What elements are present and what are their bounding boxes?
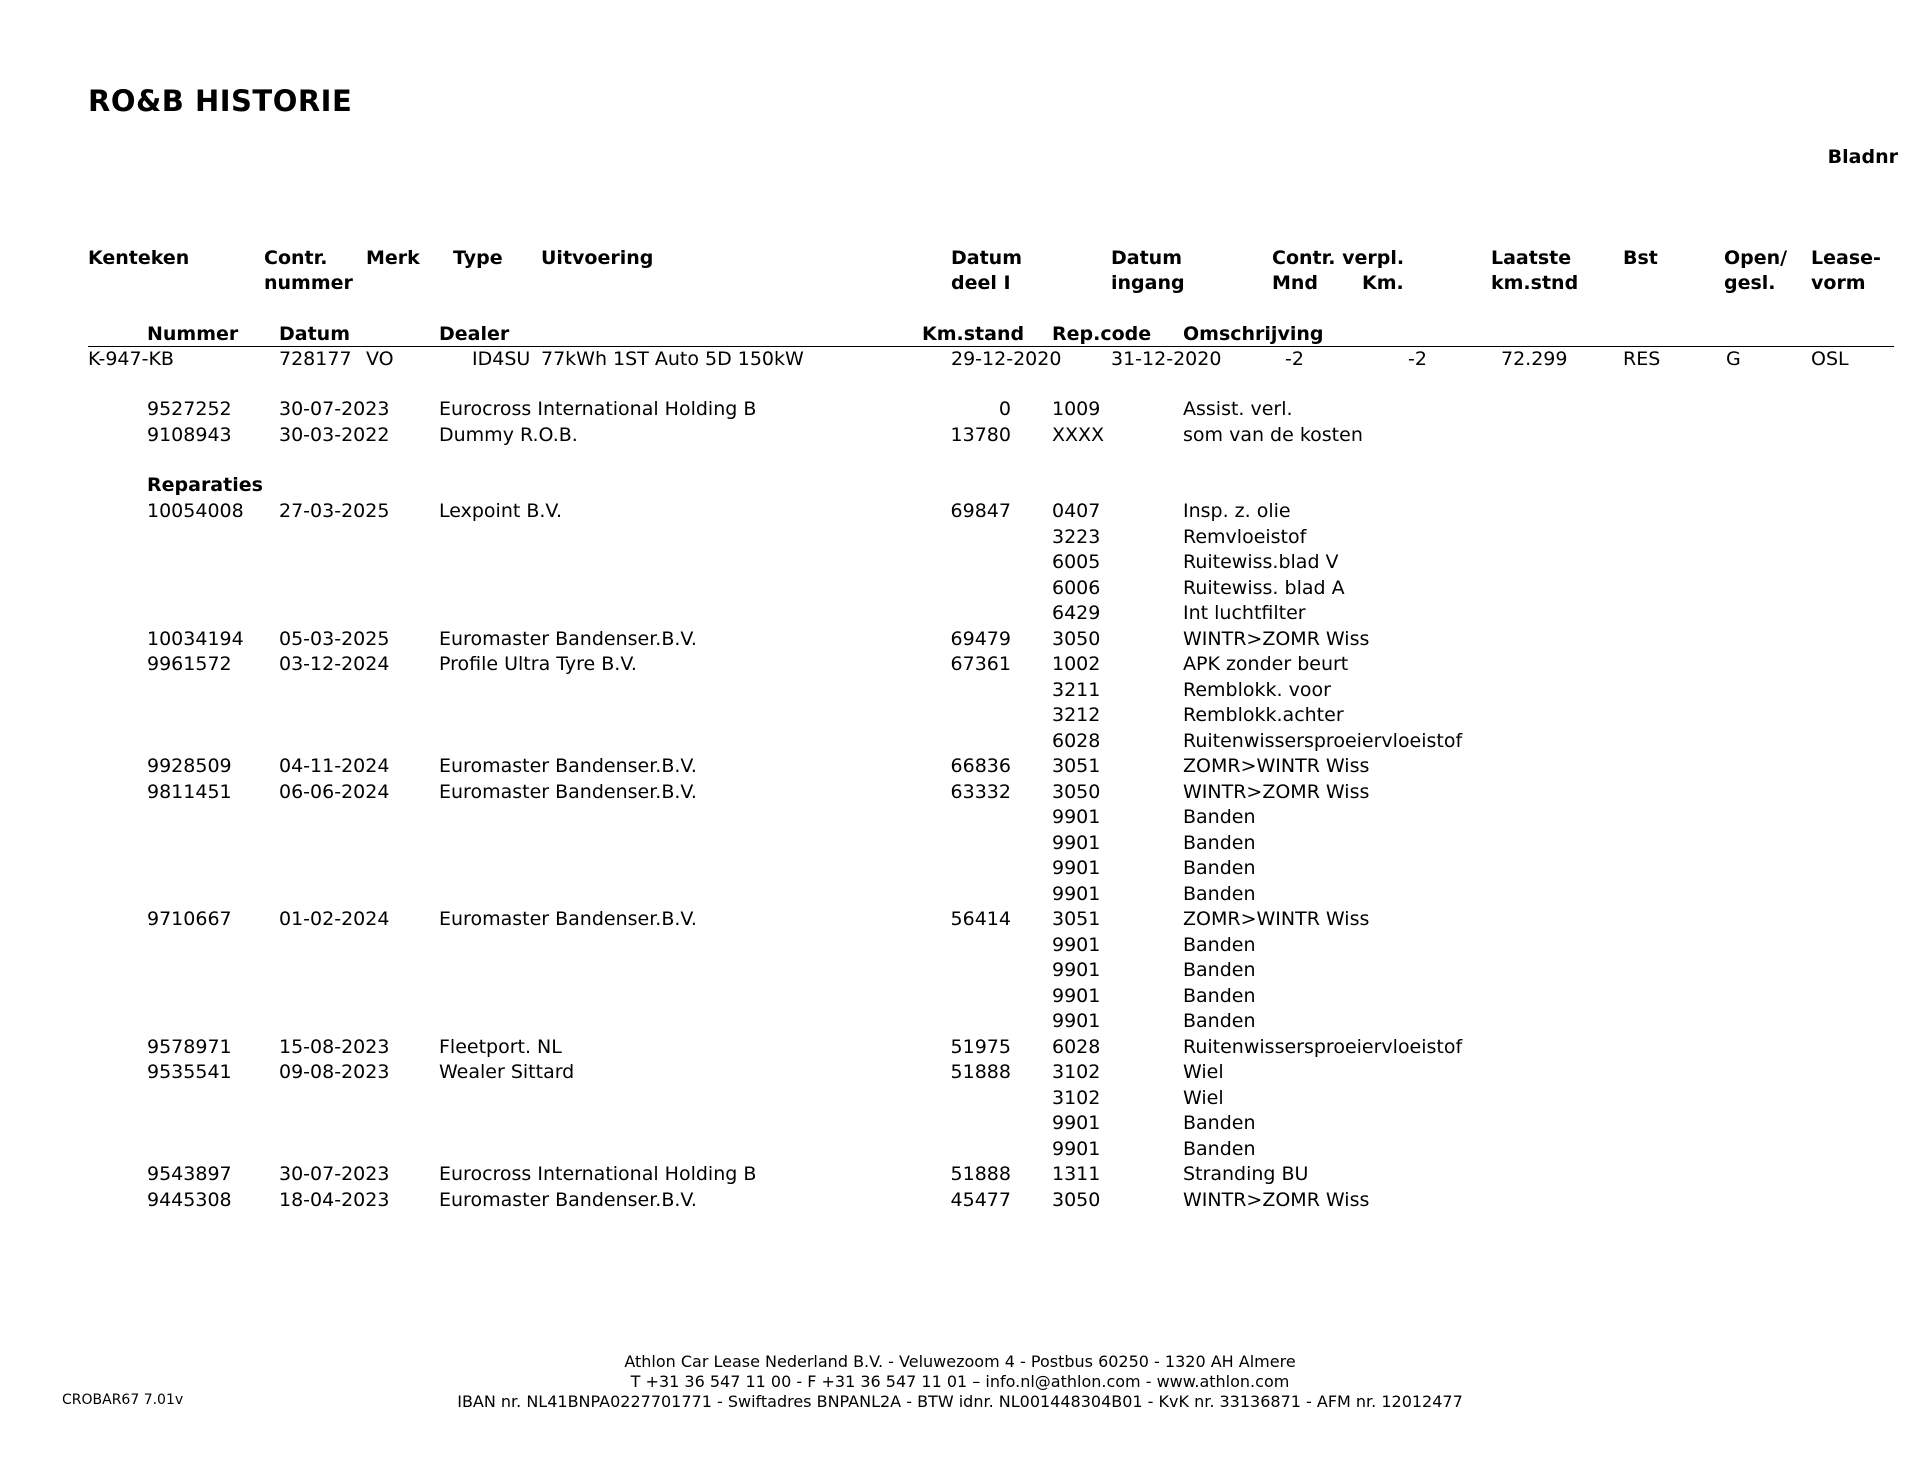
header-type: Type bbox=[453, 247, 503, 269]
repair-omschrijving: WINTR>ZOMR Wiss bbox=[1183, 627, 1370, 650]
repair-repcode: 1311 bbox=[1052, 1163, 1101, 1185]
repair-nummer: 10054008 bbox=[147, 500, 244, 522]
repair-nummer: 9961572 bbox=[147, 653, 232, 675]
repair-repcode: 9901 bbox=[1052, 959, 1101, 981]
repair-dealer: Wealer Sittard bbox=[439, 1061, 575, 1083]
vehicle-bst: RES bbox=[1623, 348, 1661, 370]
repair-omschrijving: Stranding BU bbox=[1183, 1163, 1309, 1185]
repair-omschrijving: Banden bbox=[1183, 933, 1256, 956]
vehicle-leasevorm: OSL bbox=[1811, 348, 1849, 370]
repair-omschrijving: Insp. z. olie bbox=[1183, 500, 1291, 522]
table-row bbox=[0, 424, 1920, 449]
repair-nummer: 9535541 bbox=[147, 1061, 232, 1083]
header-merk: Merk bbox=[366, 247, 420, 269]
table-row bbox=[0, 1036, 1920, 1061]
repair-repcode: 9901 bbox=[1052, 1010, 1101, 1032]
table-row bbox=[0, 500, 1920, 525]
table-row bbox=[0, 704, 1920, 729]
repair-omschrijving: Ruitenwissersproeiervloeistof bbox=[1183, 1035, 1463, 1058]
table-row bbox=[0, 934, 1920, 959]
header-open-2: gesl. bbox=[1724, 272, 1776, 294]
table-row bbox=[0, 908, 1920, 933]
repair-repcode: 6429 bbox=[1052, 602, 1101, 624]
table-row bbox=[0, 551, 1920, 576]
header-open-1: Open/ bbox=[1724, 247, 1788, 269]
header-uitvoering: Uitvoering bbox=[541, 247, 654, 269]
header-datum-deel-2: deel I bbox=[951, 272, 1011, 294]
repair-kmstand: 69479 bbox=[950, 627, 1011, 650]
entry-omschrijving: som van de kosten bbox=[1183, 424, 1363, 446]
repair-omschrijving: Remblokk.achter bbox=[1183, 704, 1344, 726]
vehicle-mnd: -2 bbox=[1285, 348, 1304, 370]
repair-repcode: 3051 bbox=[1052, 755, 1101, 777]
repair-repcode: 3051 bbox=[1052, 908, 1101, 930]
table-row bbox=[0, 883, 1920, 908]
vehicle-datum-deel1: 29-12-2020 bbox=[951, 348, 1062, 370]
table-row bbox=[0, 1163, 1920, 1188]
header-divider bbox=[88, 346, 1894, 347]
header-laatste-2: km.stnd bbox=[1491, 272, 1579, 294]
header-bst: Bst bbox=[1623, 247, 1658, 269]
repair-dealer: Euromaster Bandenser.B.V. bbox=[439, 908, 697, 930]
repair-repcode: 9901 bbox=[1052, 933, 1101, 956]
entry-datum: 30-03-2022 bbox=[279, 424, 390, 446]
repair-repcode: 3050 bbox=[1052, 627, 1101, 650]
table-row bbox=[0, 653, 1920, 678]
table-row bbox=[0, 985, 1920, 1010]
table-row bbox=[0, 1112, 1920, 1137]
header-lease-1: Lease- bbox=[1811, 247, 1881, 269]
page-title: RO&B HISTORIE bbox=[88, 84, 353, 118]
repair-omschrijving: Banden bbox=[1183, 959, 1256, 981]
repair-repcode: 9901 bbox=[1052, 882, 1101, 905]
subheader-omschrijving: Omschrijving bbox=[1183, 323, 1324, 345]
vehicle-datum-ingang: 31-12-2020 bbox=[1111, 348, 1222, 370]
repair-repcode: 9901 bbox=[1052, 831, 1101, 854]
repair-datum: 18-04-2023 bbox=[279, 1188, 390, 1211]
section-heading-reparaties bbox=[0, 474, 1920, 499]
subheader-datum: Datum bbox=[279, 323, 350, 345]
repair-nummer: 9811451 bbox=[147, 780, 232, 803]
vehicle-merk: VO bbox=[366, 348, 394, 370]
header-datum-ingang-1: Datum bbox=[1111, 247, 1182, 269]
repair-omschrijving: Ruitewiss. blad A bbox=[1183, 576, 1345, 599]
repair-repcode: 9901 bbox=[1052, 857, 1101, 879]
repair-dealer: Lexpoint B.V. bbox=[439, 500, 563, 522]
repair-kmstand: 66836 bbox=[950, 755, 1011, 777]
header-lease-2: vorm bbox=[1811, 272, 1866, 294]
repair-repcode: 6028 bbox=[1052, 729, 1101, 752]
repair-repcode: 6005 bbox=[1052, 551, 1101, 573]
subheader-repcode: Rep.code bbox=[1052, 323, 1152, 345]
repair-datum: 03-12-2024 bbox=[279, 653, 390, 675]
table-row bbox=[0, 857, 1920, 882]
repair-kmstand: 67361 bbox=[950, 653, 1011, 675]
vehicle-km: -2 bbox=[1408, 348, 1427, 370]
table-row bbox=[0, 1189, 1920, 1214]
repair-dealer: Euromaster Bandenser.B.V. bbox=[439, 755, 697, 777]
repair-kmstand: 51888 bbox=[950, 1061, 1011, 1083]
table-row bbox=[0, 781, 1920, 806]
repair-dealer: Profile Ultra Tyre B.V. bbox=[439, 653, 637, 675]
repair-omschrijving: Banden bbox=[1183, 806, 1256, 828]
entry-dealer: Dummy R.O.B. bbox=[439, 424, 578, 446]
table-row bbox=[0, 602, 1920, 627]
repair-nummer: 9445308 bbox=[147, 1188, 232, 1211]
header-contr-verpl: Contr. verpl. bbox=[1272, 247, 1405, 269]
header-contr-nummer-2: nummer bbox=[264, 272, 353, 294]
table-row bbox=[0, 526, 1920, 551]
entry-kmstand: 13780 bbox=[950, 424, 1011, 446]
vehicle-contr-nummer: 728177 bbox=[279, 348, 352, 370]
repair-datum: 06-06-2024 bbox=[279, 780, 390, 803]
repair-nummer: 9543897 bbox=[147, 1163, 232, 1185]
repair-omschrijving: Banden bbox=[1183, 882, 1256, 905]
repair-repcode: 3102 bbox=[1052, 1061, 1101, 1083]
entry-nummer: 9108943 bbox=[147, 424, 232, 446]
repair-dealer: Eurocross International Holding B bbox=[439, 1163, 757, 1185]
repair-repcode: 3050 bbox=[1052, 780, 1101, 803]
entry-kmstand: 0 bbox=[998, 398, 1011, 420]
repair-omschrijving: Banden bbox=[1183, 1112, 1256, 1134]
table-row bbox=[0, 806, 1920, 831]
repair-nummer: 9578971 bbox=[147, 1035, 232, 1058]
entry-omschrijving: Assist. verl. bbox=[1183, 398, 1293, 420]
table-row bbox=[0, 730, 1920, 755]
vehicle-open-gesl: G bbox=[1726, 348, 1741, 370]
table-row bbox=[0, 755, 1920, 780]
repair-omschrijving: Banden bbox=[1183, 1010, 1256, 1032]
vehicle-uitvoering: 77kWh 1ST Auto 5D 150kW bbox=[541, 348, 804, 370]
header-mnd: Mnd bbox=[1272, 272, 1319, 294]
header-km: Km. bbox=[1362, 272, 1404, 294]
repair-dealer: Euromaster Bandenser.B.V. bbox=[439, 627, 697, 650]
repair-dealer: Fleetport. NL bbox=[439, 1035, 562, 1058]
repair-omschrijving: Ruitewiss.blad V bbox=[1183, 551, 1339, 573]
repair-datum: 09-08-2023 bbox=[279, 1061, 390, 1083]
header-kenteken: Kenteken bbox=[88, 247, 190, 269]
repair-repcode: 0407 bbox=[1052, 500, 1101, 522]
table-row bbox=[0, 832, 1920, 857]
vehicle-type: ID4SU bbox=[472, 348, 531, 370]
entry-repcode: XXXX bbox=[1052, 424, 1105, 446]
header-datum-ingang-2: ingang bbox=[1111, 272, 1185, 294]
form-version: CROBAR67 7.01v bbox=[62, 1392, 184, 1408]
vehicle-laatste-kmstnd: 72.299 bbox=[1501, 348, 1568, 370]
repair-nummer: 9710667 bbox=[147, 908, 232, 930]
repair-repcode: 9901 bbox=[1052, 984, 1101, 1007]
repair-dealer: Euromaster Bandenser.B.V. bbox=[439, 780, 697, 803]
repair-repcode: 9901 bbox=[1052, 806, 1101, 828]
header-contr-nummer-1: Contr. bbox=[264, 247, 328, 269]
repair-omschrijving: APK zonder beurt bbox=[1183, 653, 1349, 675]
repair-omschrijving: Banden bbox=[1183, 984, 1256, 1007]
repair-repcode: 3212 bbox=[1052, 704, 1101, 726]
repair-omschrijving: Banden bbox=[1183, 1137, 1256, 1160]
repair-omschrijving: Banden bbox=[1183, 857, 1256, 879]
repair-omschrijving: ZOMR>WINTR Wiss bbox=[1183, 755, 1370, 777]
vehicle-kenteken: K-947-KB bbox=[88, 348, 174, 370]
entry-nummer: 9527252 bbox=[147, 398, 232, 420]
repair-datum: 27-03-2025 bbox=[279, 500, 390, 522]
header-laatste-1: Laatste bbox=[1491, 247, 1572, 269]
entry-repcode: 1009 bbox=[1052, 398, 1101, 420]
repair-omschrijving: Banden bbox=[1183, 831, 1256, 854]
repair-repcode: 3223 bbox=[1052, 525, 1101, 548]
repair-datum: 01-02-2024 bbox=[279, 908, 390, 930]
header-datum-deel-1: Datum bbox=[951, 247, 1022, 269]
repair-repcode: 3211 bbox=[1052, 678, 1101, 701]
repair-nummer: 9928509 bbox=[147, 755, 232, 777]
repair-omschrijving: WINTR>ZOMR Wiss bbox=[1183, 780, 1370, 803]
repair-omschrijving: WINTR>ZOMR Wiss bbox=[1183, 1188, 1370, 1211]
repair-repcode: 9901 bbox=[1052, 1112, 1101, 1134]
repair-datum: 15-08-2023 bbox=[279, 1035, 390, 1058]
repair-repcode: 3050 bbox=[1052, 1188, 1101, 1211]
table-row bbox=[0, 1010, 1920, 1035]
section-label: Reparaties bbox=[147, 474, 263, 496]
footer-line-2: T +31 36 547 11 00 - F +31 36 547 11 01 – info.nl@athlon.com - www.athlon.com bbox=[630, 1372, 1290, 1391]
table-row bbox=[0, 398, 1920, 423]
repair-omschrijving: Wiel bbox=[1183, 1086, 1224, 1109]
repair-omschrijving: ZOMR>WINTR Wiss bbox=[1183, 908, 1370, 930]
repair-omschrijving: Wiel bbox=[1183, 1061, 1224, 1083]
footer-line-3: IBAN nr. NL41BNPA0227701771 - Swiftadres BNPANL2A - BTW idnr. NL001448304B01 - KvK nr. 33136871 - AFM nr. 12012477 bbox=[457, 1392, 1463, 1411]
table-row bbox=[0, 1138, 1920, 1163]
page-number-label: Bladnr bbox=[1827, 146, 1898, 168]
repair-omschrijving: Ruitenwissersproeiervloeistof bbox=[1183, 729, 1463, 752]
entry-dealer: Eurocross International Holding B bbox=[439, 398, 757, 420]
repair-datum: 30-07-2023 bbox=[279, 1163, 390, 1185]
vehicle-row bbox=[0, 348, 1920, 373]
repair-repcode: 9901 bbox=[1052, 1137, 1101, 1160]
repair-kmstand: 51888 bbox=[950, 1163, 1011, 1185]
subheader-nummer: Nummer bbox=[147, 323, 239, 345]
repair-dealer: Euromaster Bandenser.B.V. bbox=[439, 1188, 697, 1211]
repair-repcode: 6006 bbox=[1052, 576, 1101, 599]
repair-repcode: 3102 bbox=[1052, 1086, 1101, 1109]
table-row bbox=[0, 628, 1920, 653]
repair-omschrijving: Int luchtfilter bbox=[1183, 602, 1306, 624]
repair-repcode: 1002 bbox=[1052, 653, 1101, 675]
table-row bbox=[0, 1061, 1920, 1086]
footer-line-1: Athlon Car Lease Nederland B.V. - Veluwezoom 4 - Postbus 60250 - 1320 AH Almere bbox=[624, 1352, 1296, 1371]
subheader-kmstand: Km.stand bbox=[922, 323, 1025, 345]
repair-kmstand: 56414 bbox=[950, 908, 1011, 930]
repair-datum: 05-03-2025 bbox=[279, 627, 390, 650]
entry-datum: 30-07-2023 bbox=[279, 398, 390, 420]
repair-nummer: 10034194 bbox=[147, 627, 244, 650]
repair-kmstand: 51975 bbox=[950, 1035, 1011, 1058]
repair-repcode: 6028 bbox=[1052, 1035, 1101, 1058]
repair-datum: 04-11-2024 bbox=[279, 755, 390, 777]
repair-omschrijving: Remblokk. voor bbox=[1183, 678, 1331, 701]
subheader-dealer: Dealer bbox=[439, 323, 510, 345]
table-row bbox=[0, 959, 1920, 984]
repair-kmstand: 69847 bbox=[950, 500, 1011, 522]
table-row bbox=[0, 1087, 1920, 1112]
repair-kmstand: 63332 bbox=[950, 780, 1011, 803]
table-row bbox=[0, 577, 1920, 602]
table-row bbox=[0, 679, 1920, 704]
repair-kmstand: 45477 bbox=[950, 1188, 1011, 1211]
repair-omschrijving: Remvloeistof bbox=[1183, 525, 1307, 548]
